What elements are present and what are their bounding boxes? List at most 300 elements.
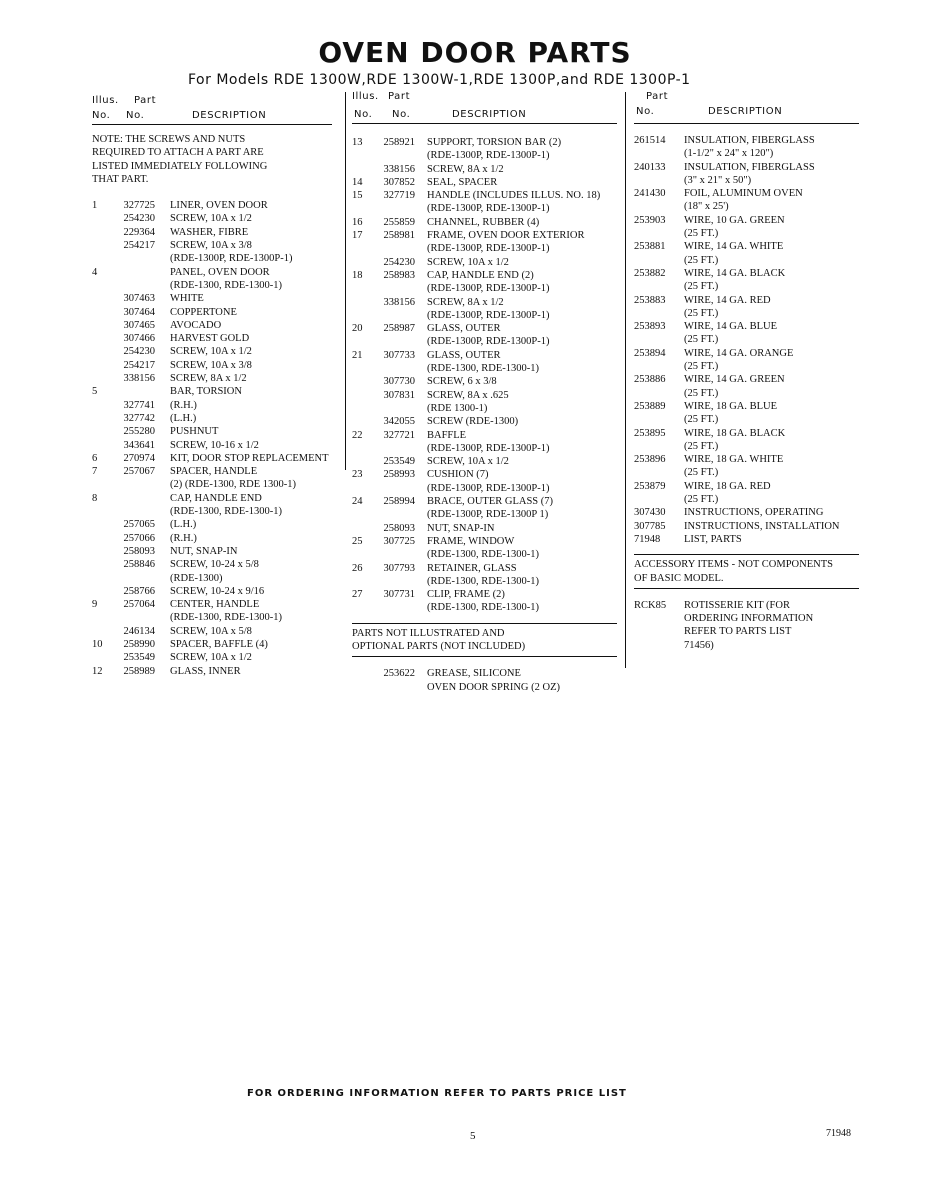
part-number [114,505,155,518]
illus-number: 10 [92,638,103,650]
part-number [114,266,155,279]
part-number: 241430 [634,188,666,200]
part-row [352,495,617,508]
part-number [634,200,678,213]
part-number: 258846 [123,559,155,571]
part-description: (RDE-1300P, RDE-1300P-1) [427,336,550,348]
description-label: DESCRIPTION [192,110,267,121]
illus-number [92,279,114,292]
part-description: WIRE, 18 GA. RED [684,480,771,492]
part-row [634,639,859,652]
illus-number: 27 [352,589,363,601]
part-label: Part [388,91,411,102]
part-description: (RDE 1300-1) [427,402,488,414]
part-row [92,199,332,212]
part-number: 327742 [123,412,155,424]
part-description: (RDE-1300P, RDE-1300P-1) [427,243,550,255]
no-label: No. [126,110,145,121]
illus-number [92,399,114,412]
page-title: OVEN DOOR PARTS [318,36,632,69]
part-row [352,282,617,295]
part-description: (25 FT.) [684,414,719,426]
header-rule [352,123,617,124]
part-number: 258766 [123,585,155,597]
part-row [352,562,617,575]
part-description: NUT, SNAP-IN [170,545,238,557]
part-description: (25 FT.) [684,228,719,240]
part-description: FRAME, WINDOW [427,535,515,547]
part-description: (RDE-1300, RDE-1300-1) [427,363,539,375]
part-description: SEAL, SPACER [427,176,498,188]
part-row [92,532,332,545]
part-description: WIRE, 18 GA. WHITE [684,454,784,466]
illus-number: 12 [92,665,103,677]
part-row [634,320,859,333]
part-row [634,307,859,320]
illus-number: 18 [352,269,363,281]
part-description: (25 FT.) [684,334,719,346]
part-number [634,333,678,346]
part-row [92,492,332,505]
illus-number: 1 [92,200,98,212]
part-row [634,214,859,227]
part-number [634,612,678,625]
part-number [634,413,678,426]
illus-number [352,202,368,215]
part-description: (RDE-1300, RDE-1300-1) [170,612,282,624]
part-row [634,400,859,413]
part-number [634,360,678,373]
illus-number [92,651,114,664]
part-number: 307463 [123,293,155,305]
illus-number [92,212,114,225]
part-row [634,599,859,612]
part-description: (2) (RDE-1300, RDE 1300-1) [170,479,296,491]
part-row [352,468,617,481]
part-description: BAR, TORSION [170,386,242,398]
ordering-footer: FOR ORDERING INFORMATION REFER TO PARTS PRICE LIST [247,1088,627,1099]
illus-number [92,572,114,585]
part-description: CUSHION (7) [427,469,489,481]
part-number: 327725 [123,200,155,212]
parts-column-2 [352,90,617,694]
accessory-list [634,599,859,652]
illus-number: 8 [92,492,98,504]
part-row [634,333,859,346]
part-description: CLIP, FRAME (2) [427,589,505,601]
part-description: (25 FT.) [684,307,719,319]
part-row [92,585,332,598]
part-label: Part [134,95,157,106]
part-row [92,252,332,265]
part-description: (1-1/2" x 24" x 120") [684,148,774,160]
part-row [92,319,332,332]
part-description: GLASS, OUTER [427,323,501,335]
part-number: 258981 [383,230,415,242]
part-description: SCREW, 10A x 3/8 [170,240,252,252]
part-row [634,187,859,200]
part-description: OVEN DOOR SPRING (2 OZ) [427,681,560,693]
part-row [352,216,617,229]
part-row [634,360,859,373]
part-number: 254230 [383,256,415,268]
part-number: RCK85 [634,599,667,611]
part-number [368,335,415,348]
no-label: No. [354,109,373,120]
part-number [114,252,155,265]
parts-column-3 [634,90,859,652]
part-row [352,681,617,694]
part-number: 258993 [383,469,415,481]
part-description: BAFFLE [427,429,467,441]
part-number: 258093 [383,522,415,534]
part-description: INSULATION, FIBERGLASS [684,161,815,173]
part-row [92,306,332,319]
part-description: (RDE-1300P, RDE-1300P-1) [427,150,550,162]
part-description: (18" x 25') [684,201,729,213]
part-number: 258093 [123,545,155,557]
part-description: PANEL, OVEN DOOR [170,266,270,278]
part-description: GLASS, INNER [170,665,241,677]
part-row [92,372,332,385]
part-number: 338156 [383,296,415,308]
part-row [92,359,332,372]
illus-number [92,332,114,345]
part-description: 71456) [684,639,714,651]
part-description: FOIL, ALUMINUM OVEN [684,188,803,200]
part-row [634,200,859,213]
part-number: 254217 [123,359,155,371]
illus-number [92,558,114,571]
part-description: (RDE-1300P, RDE-1300P-1) [427,482,550,494]
part-row [352,482,617,495]
part-number [368,508,415,521]
part-row [92,412,332,425]
parts-list [92,199,332,678]
illus-number: 5 [92,386,98,398]
part-number [634,440,678,453]
part-description: (3" x 21" x 50") [684,174,752,186]
part-description: RETAINER, GLASS [427,562,517,574]
note-text: NOTE: THE SCREWS AND NUTS REQUIRED TO ATTACH A PART ARE LISTED IMMEDIATELY FOLLOWING THAT PART. [92,134,268,185]
part-row [92,292,332,305]
part-row [634,280,859,293]
illus-number [92,611,114,624]
part-description: SCREW, 8A x 1/2 [170,373,247,385]
illus-number: 6 [92,452,98,464]
part-number: 254230 [123,213,155,225]
illus-number [92,306,114,319]
part-description: WIRE, 14 GA. BLUE [684,321,778,333]
illus-number [352,375,368,388]
illus-number [352,508,368,521]
part-number: 71948 [634,533,661,545]
part-description: SCREW, 10A x 5/8 [170,625,252,637]
part-number: 253889 [634,400,666,412]
part-description: HARVEST GOLD [170,333,250,345]
accessory-section: ACCESSORY ITEMS - NOT COMPONENTS OF BASIC MODEL. [634,554,859,589]
part-description: CAP, HANDLE END (2) [427,269,534,281]
part-row [92,345,332,358]
illus-number [92,226,114,239]
part-number: 270974 [123,452,155,464]
part-number: 240133 [634,161,666,173]
illus-number [352,309,368,322]
part-description: (RDE-1300, RDE-1300-1) [427,549,539,561]
no-label: No. [636,106,655,117]
part-description: (RDE-1300) [170,572,223,584]
part-number: 307725 [383,535,415,547]
part-number [368,309,415,322]
part-description: SCREW, 10A x 3/8 [170,359,252,371]
part-number [368,548,415,561]
part-number [368,202,415,215]
part-number: 338156 [383,163,415,175]
part-number [634,227,678,240]
illus-number [352,242,368,255]
part-number [634,147,678,160]
part-row [352,149,617,162]
part-number [368,601,415,614]
part-row [352,548,617,561]
column-header [352,90,617,120]
part-number: 253893 [634,321,666,333]
part-row [352,389,617,402]
parts-list [352,136,617,615]
part-row [92,651,332,664]
part-description: (RDE-1300, RDE-1300-1) [427,602,539,614]
part-number: 258987 [383,323,415,335]
part-number: 257064 [123,599,155,611]
part-number [634,466,678,479]
part-description: CENTER, HANDLE [170,599,260,611]
part-number: 307831 [383,389,415,401]
illus-number: 7 [92,466,98,478]
part-number: 253883 [634,294,666,306]
part-row [92,212,332,225]
part-row [352,349,617,362]
part-row [92,638,332,651]
part-row [352,535,617,548]
part-number: 258983 [383,269,415,281]
part-row [92,572,332,585]
part-row [352,229,617,242]
part-description: (25 FT.) [684,281,719,293]
part-number: 246134 [123,625,155,637]
parts-list [634,134,859,546]
part-row [92,625,332,638]
part-description: SPACER, HANDLE [170,466,258,478]
part-number [634,254,678,267]
part-description: SUPPORT, TORSION BAR (2) [427,137,562,148]
part-description: SPACER, BAFFLE (4) [170,638,268,650]
illus-number [92,625,114,638]
part-row [92,558,332,571]
part-row [634,453,859,466]
illus-number [92,292,114,305]
part-row [634,227,859,240]
illus-number [352,282,368,295]
part-description: SCREW, 10-24 x 5/8 [170,559,259,571]
part-description: (R.H.) [170,399,197,411]
part-number [368,282,415,295]
column-header [634,90,859,120]
part-description: REFER TO PARTS LIST [684,626,792,638]
part-description: SCREW, 10A x 1/2 [170,652,252,664]
part-number: 343641 [123,439,155,451]
part-number: 254217 [123,240,155,252]
part-number: 258989 [123,665,155,677]
illus-label: Illus. [92,95,119,106]
part-description: WIRE, 18 GA. BLACK [684,427,786,439]
part-description: FRAME, OVEN DOOR EXTERIOR [427,230,585,242]
part-description: WIRE, 14 GA. GREEN [684,374,785,386]
part-row [352,176,617,189]
part-number: 229364 [123,226,155,238]
part-number: 338156 [123,373,155,385]
part-description: WIRE, 10 GA. GREEN [684,214,785,226]
part-row [634,440,859,453]
description-label: DESCRIPTION [708,106,783,117]
part-row [92,425,332,438]
part-number: 307430 [634,507,666,519]
no-label: No. [392,109,411,120]
part-row [634,387,859,400]
part-description: LINER, OVEN DOOR [170,200,268,212]
part-description: (RDE-1300P, RDE-1300P 1) [427,509,549,521]
part-description: WASHER, FIBRE [170,226,249,238]
part-description: (RDE-1300, RDE-1300-1) [170,506,282,518]
part-row [634,493,859,506]
part-number [634,639,678,652]
no-label: No. [92,110,111,121]
part-number: 253894 [634,347,666,359]
part-row [92,266,332,279]
part-number [634,493,678,506]
part-description: (25 FT.) [684,361,719,373]
part-number [368,362,415,375]
header-rule [92,124,332,125]
part-row [352,335,617,348]
part-description: CHANNEL, RUBBER (4) [427,216,540,228]
part-row [634,161,859,174]
part-number: 307733 [383,349,415,361]
part-row [92,598,332,611]
illus-number [352,455,368,468]
part-description: SCREW, 10A x 1/2 [427,256,509,268]
illus-number [352,256,368,269]
part-number: 253903 [634,214,666,226]
part-row [92,226,332,239]
part-row [352,256,617,269]
part-row [352,242,617,255]
part-description: SCREW, 8A x 1/2 [427,296,504,308]
part-description: COPPERTONE [170,306,237,318]
illus-number [352,442,368,455]
part-row [634,612,859,625]
part-description: (RDE-1300P, RDE-1300P-1) [170,253,293,265]
part-number: 342055 [383,416,415,428]
part-description: (25 FT.) [684,440,719,452]
part-row [92,505,332,518]
part-description: (RDE-1300P, RDE-1300P-1) [427,309,550,321]
illus-number [92,425,114,438]
part-row [352,667,617,680]
illus-number: 21 [352,349,363,361]
column-divider [625,92,626,668]
part-number [634,174,678,187]
part-description: NUT, SNAP-IN [427,522,495,534]
part-description: (L.H.) [170,519,197,531]
part-row [634,240,859,253]
part-number: 253881 [634,241,666,253]
part-row [634,480,859,493]
illus-number [352,482,368,495]
part-row [352,508,617,521]
part-number: 307731 [383,589,415,601]
part-description: (25 FT.) [684,494,719,506]
part-description: WIRE, 18 GA. BLUE [684,400,778,412]
part-description: (RDE-1300P, RDE-1300P-1) [427,203,550,215]
illus-number [352,601,368,614]
part-row [92,385,332,398]
illus-number [352,415,368,428]
illus-number [92,239,114,252]
illus-number [352,667,368,680]
part-description: LIST, PARTS [684,533,742,545]
part-number [368,681,415,694]
part-row [634,147,859,160]
part-row [352,588,617,601]
part-number: 307464 [123,306,155,318]
part-description: SCREW, 10A x 1/2 [170,346,252,358]
part-row [352,601,617,614]
illus-number [352,575,368,588]
illus-number: 23 [352,469,363,481]
illus-number: 16 [352,216,363,228]
illus-number: 20 [352,323,363,335]
part-number: 307793 [383,562,415,574]
part-description: WIRE, 14 GA. BLACK [684,267,786,279]
part-description: SCREW, 6 x 3/8 [427,376,497,388]
part-row [634,533,859,546]
part-number: 258921 [383,137,415,148]
part-description: (RDE-1300P, RDE-1300P-1) [427,442,550,454]
part-row [352,375,617,388]
part-number [368,442,415,455]
part-number [368,575,415,588]
illus-number [352,149,368,162]
part-number: 258994 [383,496,415,508]
parts-column-1 [92,94,332,678]
column-header [92,94,332,124]
optional-parts-list [352,667,617,694]
illus-number: 13 [352,137,363,148]
part-number: 253886 [634,374,666,386]
illus-number [352,522,368,535]
illus-number [92,319,114,332]
part-number [634,307,678,320]
part-row [634,134,859,147]
part-row [352,522,617,535]
part-row [92,439,332,452]
part-row [352,189,617,202]
part-row [352,296,617,309]
part-description: SCREW, 8A x 1/2 [427,163,504,175]
part-description: PUSHNUT [170,426,219,438]
part-number: 253895 [634,427,666,439]
part-description: (25 FT.) [684,467,719,479]
